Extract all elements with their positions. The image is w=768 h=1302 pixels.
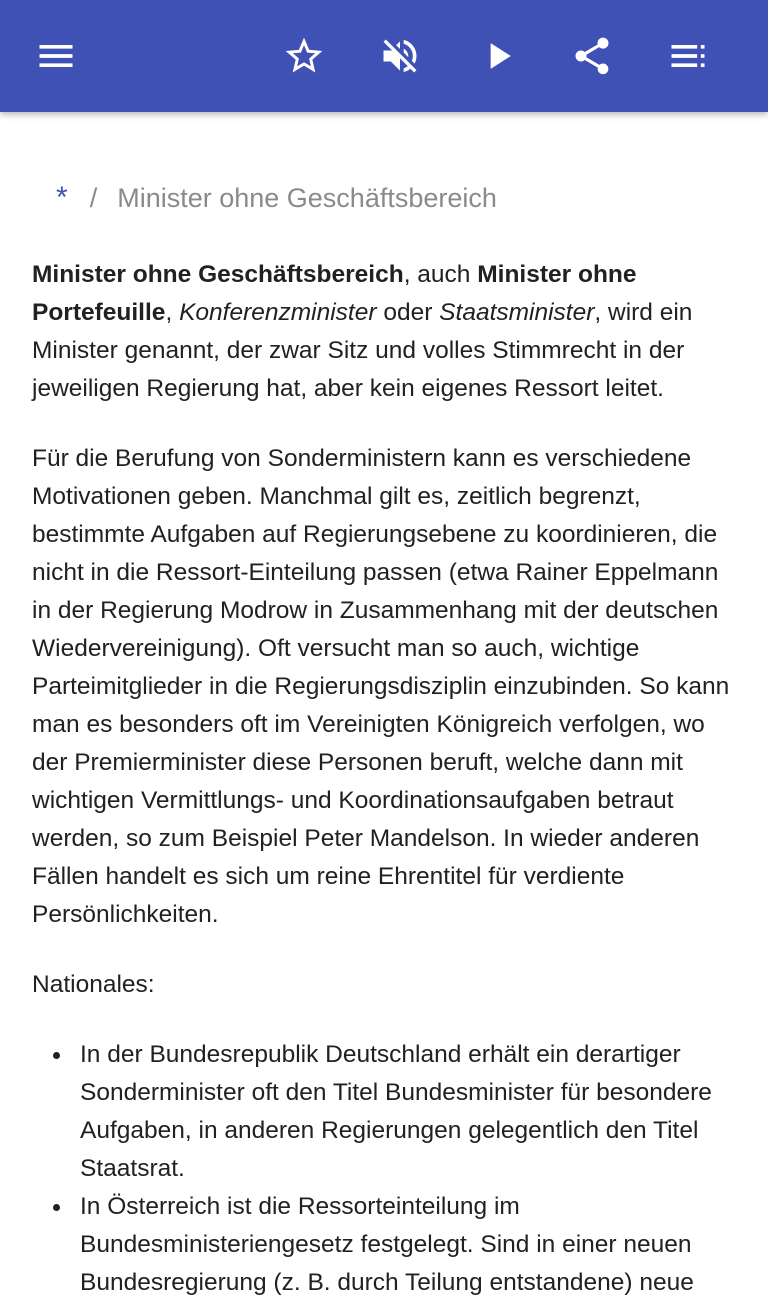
mute-button[interactable] xyxy=(372,28,428,84)
list-item: In der Bundesrepublik Deutschland erhält ein derartiger Sonderminister oft den Titel Bundesminister für besondere Aufgaben, in anderen Regierungen gelegentlich den Titel Staatsrat. xyxy=(80,1036,736,1188)
share-icon xyxy=(570,34,614,78)
article-body xyxy=(32,256,736,1302)
term-italic: Staatsminister xyxy=(439,299,595,326)
intro-text: oder xyxy=(376,299,440,326)
intro-text: , xyxy=(165,299,180,326)
national-list xyxy=(32,1036,736,1302)
intro-paragraph xyxy=(32,256,736,408)
share-button[interactable] xyxy=(564,28,620,84)
body-paragraph: Für die Berufung von Sonderministern kann es verschiedene Motivationen geben. Manchmal gilt es, zeitlich begrenzt, bestimmte Aufgaben auf Regierungsebene zu koordinieren, die nicht in die Ressort-Einteilung passen (etwa Rainer Eppelmann in der Regierung Modrow in Zusammenhang mit der deutschen Wiedervereinigung). Oft versucht man so auch, wichtige Parteimitglieder in die Regierungsdisziplin einzubinden. So kann man es besonders oft im Vereinigten Königreich verfolgen, wo der Premierminister diese Personen beruft, welche dann mit wichtigen Vermittlungs- und Koordinationsaufgaben betraut werden, so zum Beispiel Peter Mandelson. In wieder anderen Fällen handelt es sich um reine Ehrentitel für verdiente Persönlichkeiten. xyxy=(32,445,730,928)
intro-text: , wird ein Minister genannt, der zwar Sitz und volles Stimmrecht in der jeweiligen Regierung hat, aber kein eigenes Ressort leitet. xyxy=(32,299,693,402)
favorite-button[interactable] xyxy=(276,28,332,84)
term-italic: Konferenzminister xyxy=(179,299,377,326)
play-icon xyxy=(476,34,520,78)
menu-icon xyxy=(34,34,78,78)
menu-button[interactable] xyxy=(28,28,84,84)
app-bar xyxy=(0,0,768,112)
breadcrumb-separator: / xyxy=(89,183,98,213)
star-outline-icon xyxy=(282,34,326,78)
breadcrumb-current: Minister ohne Geschäftsbereich xyxy=(117,183,497,213)
term-bold: Minister ohne Geschäftsbereich xyxy=(32,261,404,288)
intro-text: , auch xyxy=(403,261,478,288)
breadcrumb-home-link[interactable]: * xyxy=(56,181,68,214)
breadcrumb xyxy=(56,180,497,216)
list-item: In Österreich ist die Ressorteinteilung im Bundesministeriengesetz festgelegt. Sind in einer neuen Bundesregierung (z. B. durch Teilung entstandene) neue xyxy=(80,1188,736,1302)
contents-button[interactable] xyxy=(660,28,716,84)
volume-off-icon xyxy=(378,34,422,78)
article-view[interactable] xyxy=(0,112,768,1296)
section-label: Nationales: xyxy=(32,971,155,998)
playlist-icon xyxy=(666,34,710,78)
play-button[interactable] xyxy=(470,28,526,84)
term-bold: Minister ohne Portefeuille xyxy=(32,261,637,326)
